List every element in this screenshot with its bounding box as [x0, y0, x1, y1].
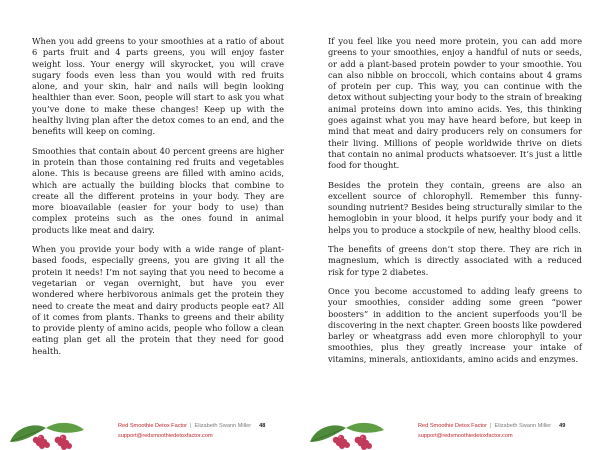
right-page-body	[328, 36, 582, 373]
left-page-footer	[0, 410, 300, 450]
right-page-footer	[300, 410, 600, 450]
paragraph: If you feel like you need more protein, you can add more greens to your smoothies, enjoy a handful of nuts or seeds, or add a plant-based protein powder to your smoothie. You can also nibble on broccoli, which contains about 4 grams of protein per cup. This way, you can continue with the detox without subjecting your body to the strain of breaking animal proteins down into amino acids. Yes, this thinking goes against what you may have heard before, but keep in mind that meat and dairy producers rely on consumers for their living. Millions of people worldwide thrive on diets that contain no animal products whatsoever. It’s just a little food for thought.	[328, 36, 583, 171]
paragraph: When you provide your body with a wide range of plant-based foods, especially greens, you are giving it all the protein it needs! I’m not saying that you need to become a vegetarian or vegan overnight, but have you ever wondered where herbivorous animals get the protein they need to create the meat and dairy products people eat? All of it comes from plants. Thanks to greens and their ability to provide plenty of amino acids, people who follow a clean eating plan get all the protein that they need for good health.	[32, 244, 284, 356]
page-number: 48	[259, 423, 266, 429]
footer-email	[118, 433, 213, 439]
paragraph: The benefits of greens don’t stop there. They are rich in magnesium, which is directly associated with a reduced risk for type 2 diabetes.	[328, 244, 582, 277]
author-name: Elizabeth Swann Miller	[494, 423, 552, 429]
author-name: Elizabeth Swann Miller	[194, 423, 252, 429]
page-number: 49	[559, 423, 566, 429]
raspberry-leaf-logo-icon	[6, 416, 88, 450]
left-page-body	[32, 36, 284, 365]
footer-credit	[118, 423, 278, 429]
paragraph: Besides the protein they contain, greens are also an excellent source of chlorophyll. Remember this funny-sounding nutrient? Besides being structurally similar to the hemoglobin in your blood, it helps purify your body and it helps you to produce a stockpile of new, healthy blood cells.	[328, 179, 582, 235]
footer-credit	[418, 423, 578, 429]
support-email: support@redsmoothiedetoxfactor.com	[118, 433, 213, 439]
raspberry-leaf-logo-icon	[306, 416, 388, 450]
footer-separator: |	[190, 423, 192, 429]
paragraph: When you add greens to your smoothies at a ratio of about 6 parts fruit and 4 parts greens, you will enjoy faster weight loss. Your energy will skyrocket, you will crave sugary foods even less than you would with red fruits alone, and your skin, hair and nails will begin looking healthier than ever. Soon, people will start to ask you what you’ve done to make these changes! Keep up with the healthy living plan after the detox comes to an end, and the benefits will keep on coming.	[32, 36, 284, 137]
paragraph: Once you become accustomed to adding leafy greens to your smoothies, consider adding some green “power boosters” in addition to the ancient superfoods you’ll be discovering in the next chapter. Green boosts like powdered barley or wheatgrass add even more chlorophyll to your smoothies, plus they greatly increase your intake of vitamins, minerals, antioxidants, amino acids and enzymes.	[328, 285, 582, 364]
footer-separator: |	[490, 423, 492, 429]
book-title: Red Smoothie Detox Factor	[118, 423, 188, 429]
paragraph: Smoothies that contain about 40 percent greens are higher in protein than those containing red fruits and vegetables alone. This is because greens are filled with amino acids, which are actually the building blocks that combine to create all the different proteins in your body. They are more bioavailable (easier for your body to use) than complex proteins such as the ones found in animal products like meat and dairy.	[32, 145, 284, 235]
footer-email	[418, 433, 513, 439]
right-page	[300, 0, 600, 450]
support-email: support@redsmoothiedetoxfactor.com	[418, 433, 513, 439]
book-title: Red Smoothie Detox Factor	[418, 423, 488, 429]
